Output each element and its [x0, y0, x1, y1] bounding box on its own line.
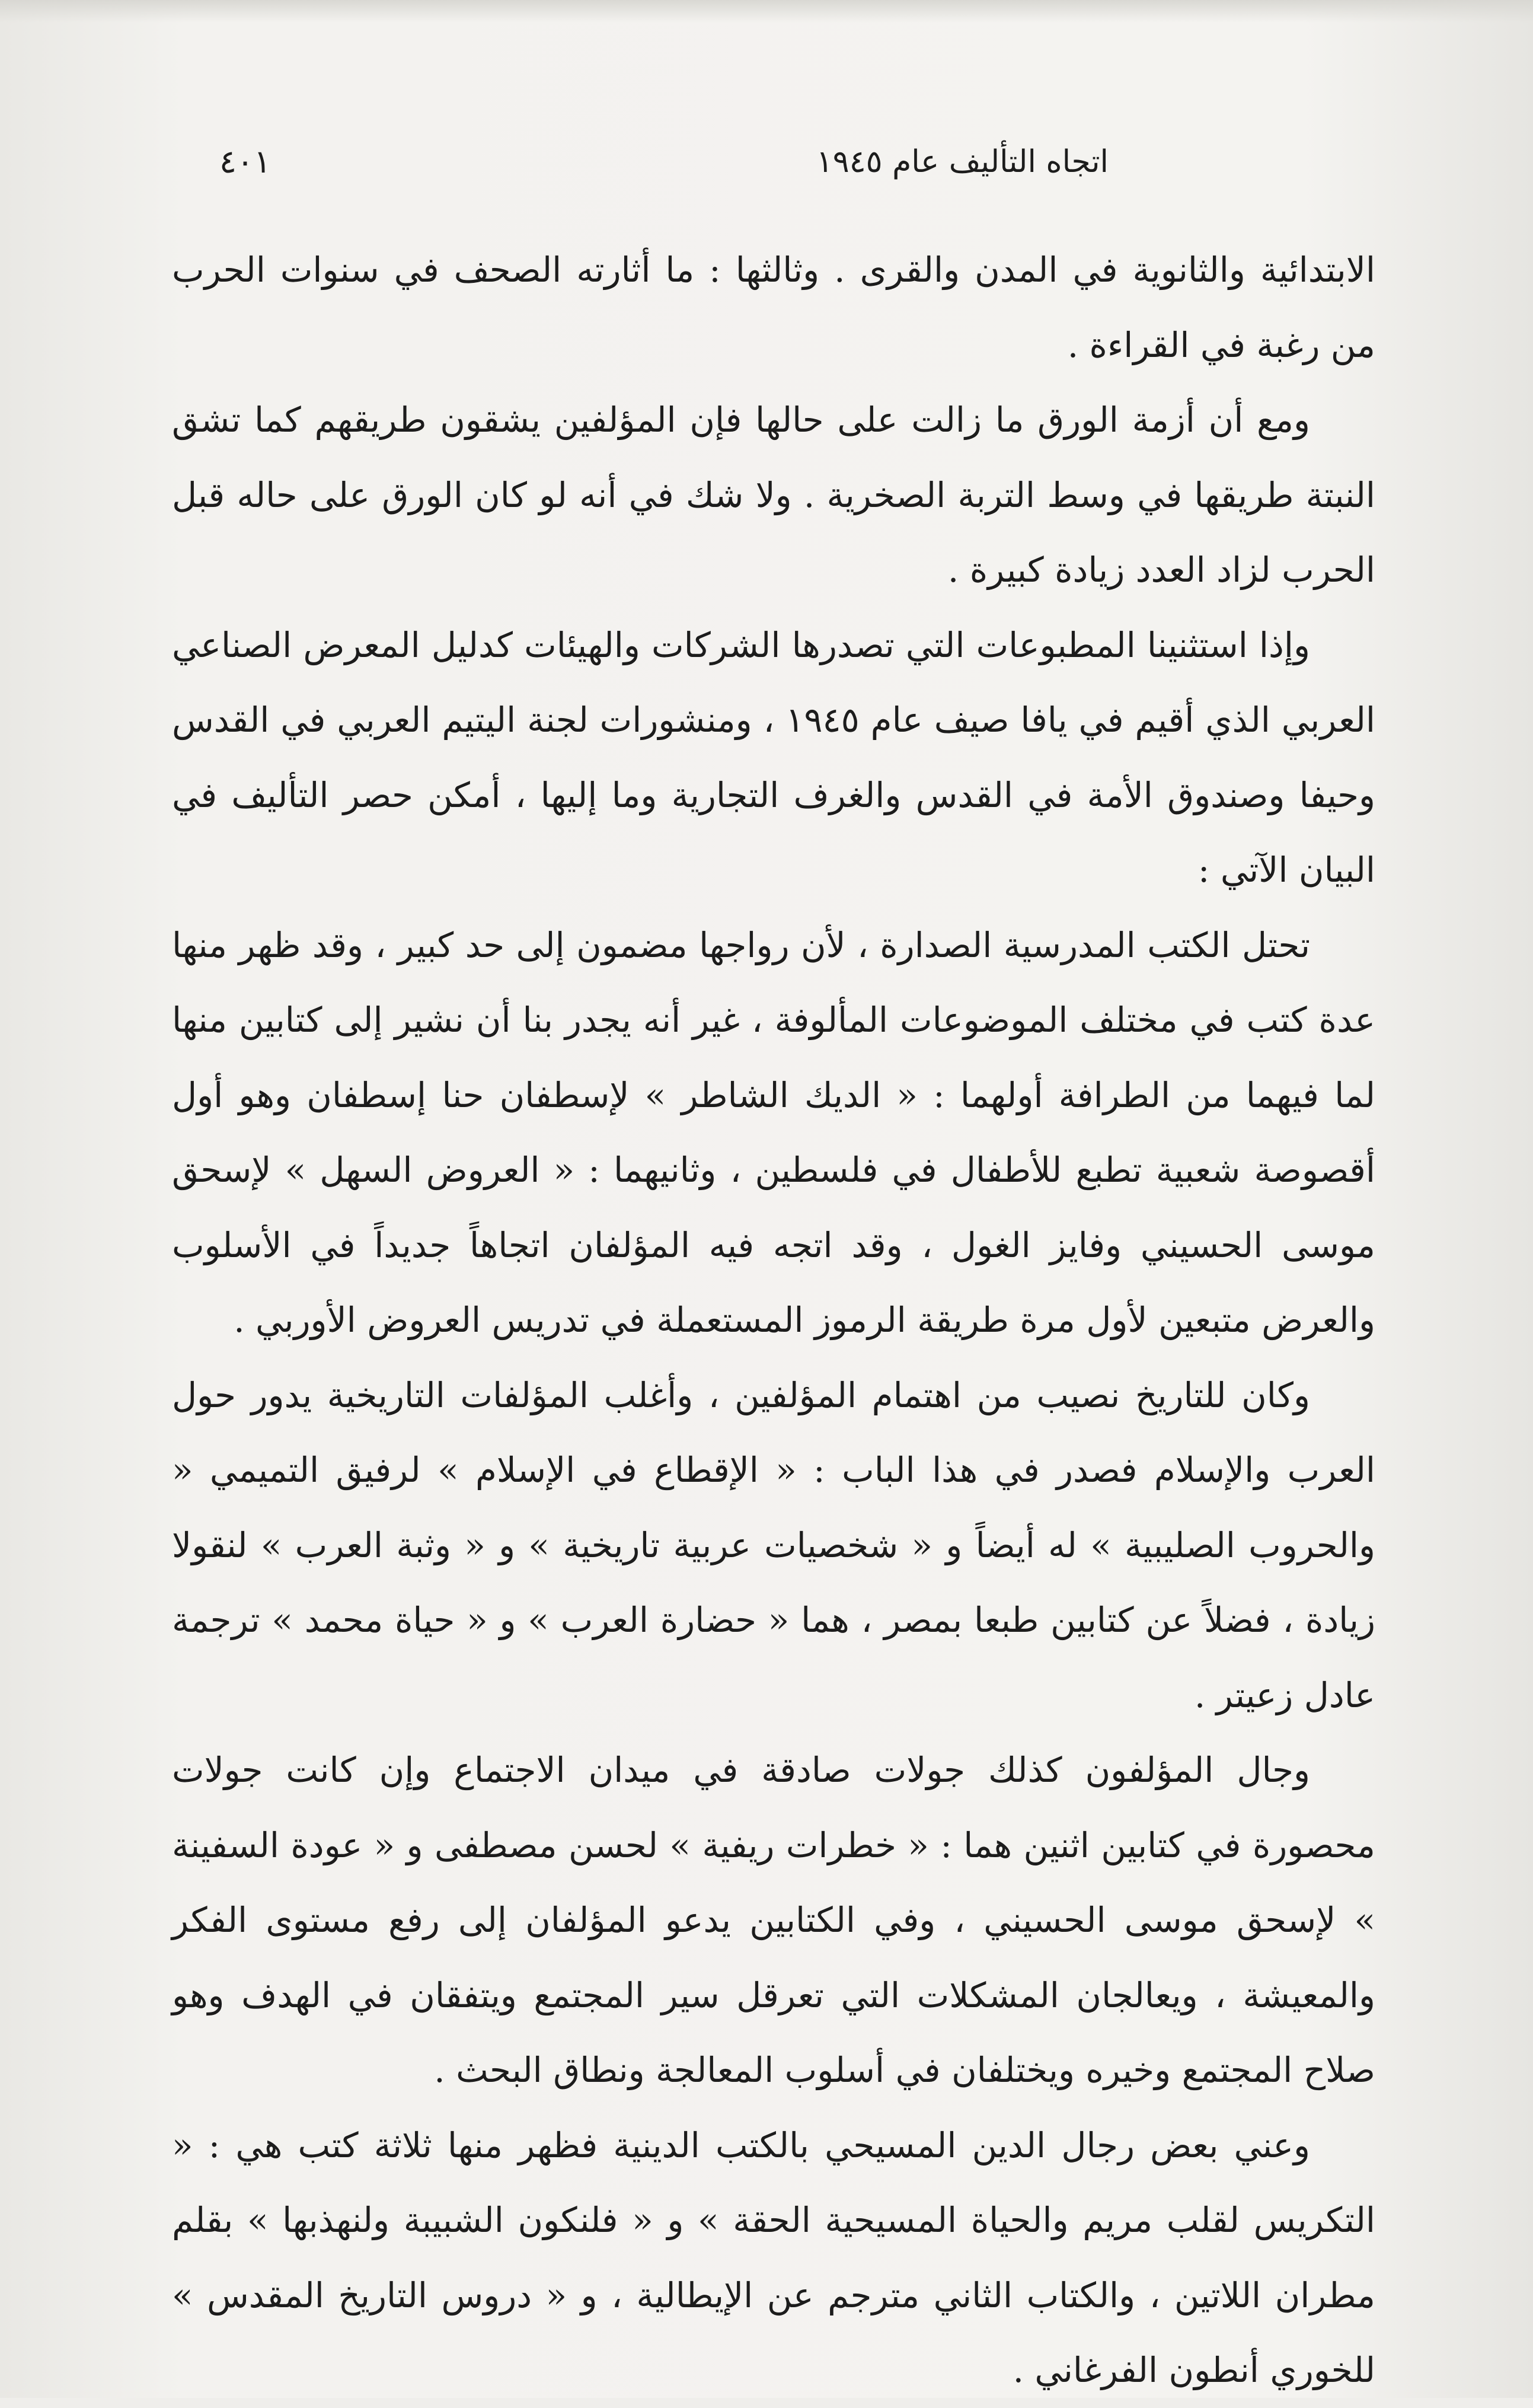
paragraph: ومع أن أزمة الورق ما زالت على حالها فإن المؤلفين يشقون طريقهم كما تشق النبتة طريقها في وسط التربة الصخرية . ولا شك في أنه لو كان الورق على حاله قبل الحرب لزاد العدد زيادة كبيرة . [172, 400, 1375, 590]
running-title: اتجاه التأليف عام ١٩٤٥ [816, 144, 1109, 180]
body-text [172, 232, 1375, 2408]
page-top-edge [0, 0, 1533, 23]
paragraph: الابتدائية والثانوية في المدن والقرى . وثالثها : ما أثارته الصحف في سنوات الحرب من رغبة في القراءة . [172, 250, 1375, 365]
paragraph: تحتل الكتب المدرسية الصدارة ، لأن رواجها مضمون إلى حد كبير ، وقد ظهر منها عدة كتب في مختلف الموضوعات المألوفة ، غير أنه يجدر بنا أن نشير إلى كتابين منها لما فيهما من الطرافة أولهما : « الديك الشاطر » لإسطفان حنا إسطفان وهو أول أقصوصة شعبية تطبع للأطفال في فلسطين ، وثانيهما : « العروض السهل » لإسحق موسى الحسيني وفايز الغول ، وقد اتجه فيه المؤلفان اتجاهاً جديداً في الأسلوب والعرض متبعين لأول مرة طريقة الرموز المستعملة في تدريس العروض الأوربي . [172, 924, 1375, 1340]
paragraph: وكان للتاريخ نصيب من اهتمام المؤلفين ، وأغلب المؤلفات التاريخية يدور حول العرب والإسلام فصدر في هذا الباب : « الإقطاع في الإسلام » لرفيق التميمي « والحروب الصليبية » له أيضاً و « شخصيات عربية تاريخية » و « وثبة العرب » لنقولا زيادة ، فضلاً عن كتابين طبعا بمصر ، هما « حضارة العرب » و « حياة محمد » ترجمة عادل زعيتر . [172, 1374, 1375, 1715]
paragraph: وعني بعض رجال الدين المسيحي بالكتب الدينية فظهر منها ثلاثة كتب هي : « التكريس لقلب مريم والحياة المسيحية الحقة » و « فلنكون الشبيبة ولنهذبها » بقلم مطران اللاتين ، والكتاب الثاني مترجم عن الإيطالية ، و « دروس التاريخ المقدس » للخوري أنطون الفرغاني . [172, 2125, 1375, 2390]
page-header [196, 135, 1358, 189]
paragraph: وإذا استثنينا المطبوعات التي تصدرها الشركات والهيئات كدليل المعرض الصناعي العربي الذي أقيم في يافا صيف عام ١٩٤٥ ، ومنشورات لجنة اليتيم العربي في القدس وحيفا وصندوق الأمة في القدس والغرف التجارية وما إليها ، أمكن حصر التأليف في البيان الآتي : [172, 624, 1376, 890]
paragraph: وجال المؤلفون كذلك جولات صادقة في ميدان الاجتماع وإن كانت جولات محصورة في كتابين اثنين هما : « خطرات ريفية » لحسن مصطفى و « عودة السفينة » لإسحق موسى الحسيني ، وفي الكتابين يدعو المؤلفان إلى رفع مستوى الفكر والمعيشة ، ويعالجان المشكلات التي تعرقل سير المجتمع ويتفقان في الهدف وهو صلاح المجتمع وخيره ويختلفان في أسلوب المعالجة ونطاق البحث . [172, 1750, 1375, 2090]
page-number: ٤٠١ [219, 143, 272, 180]
